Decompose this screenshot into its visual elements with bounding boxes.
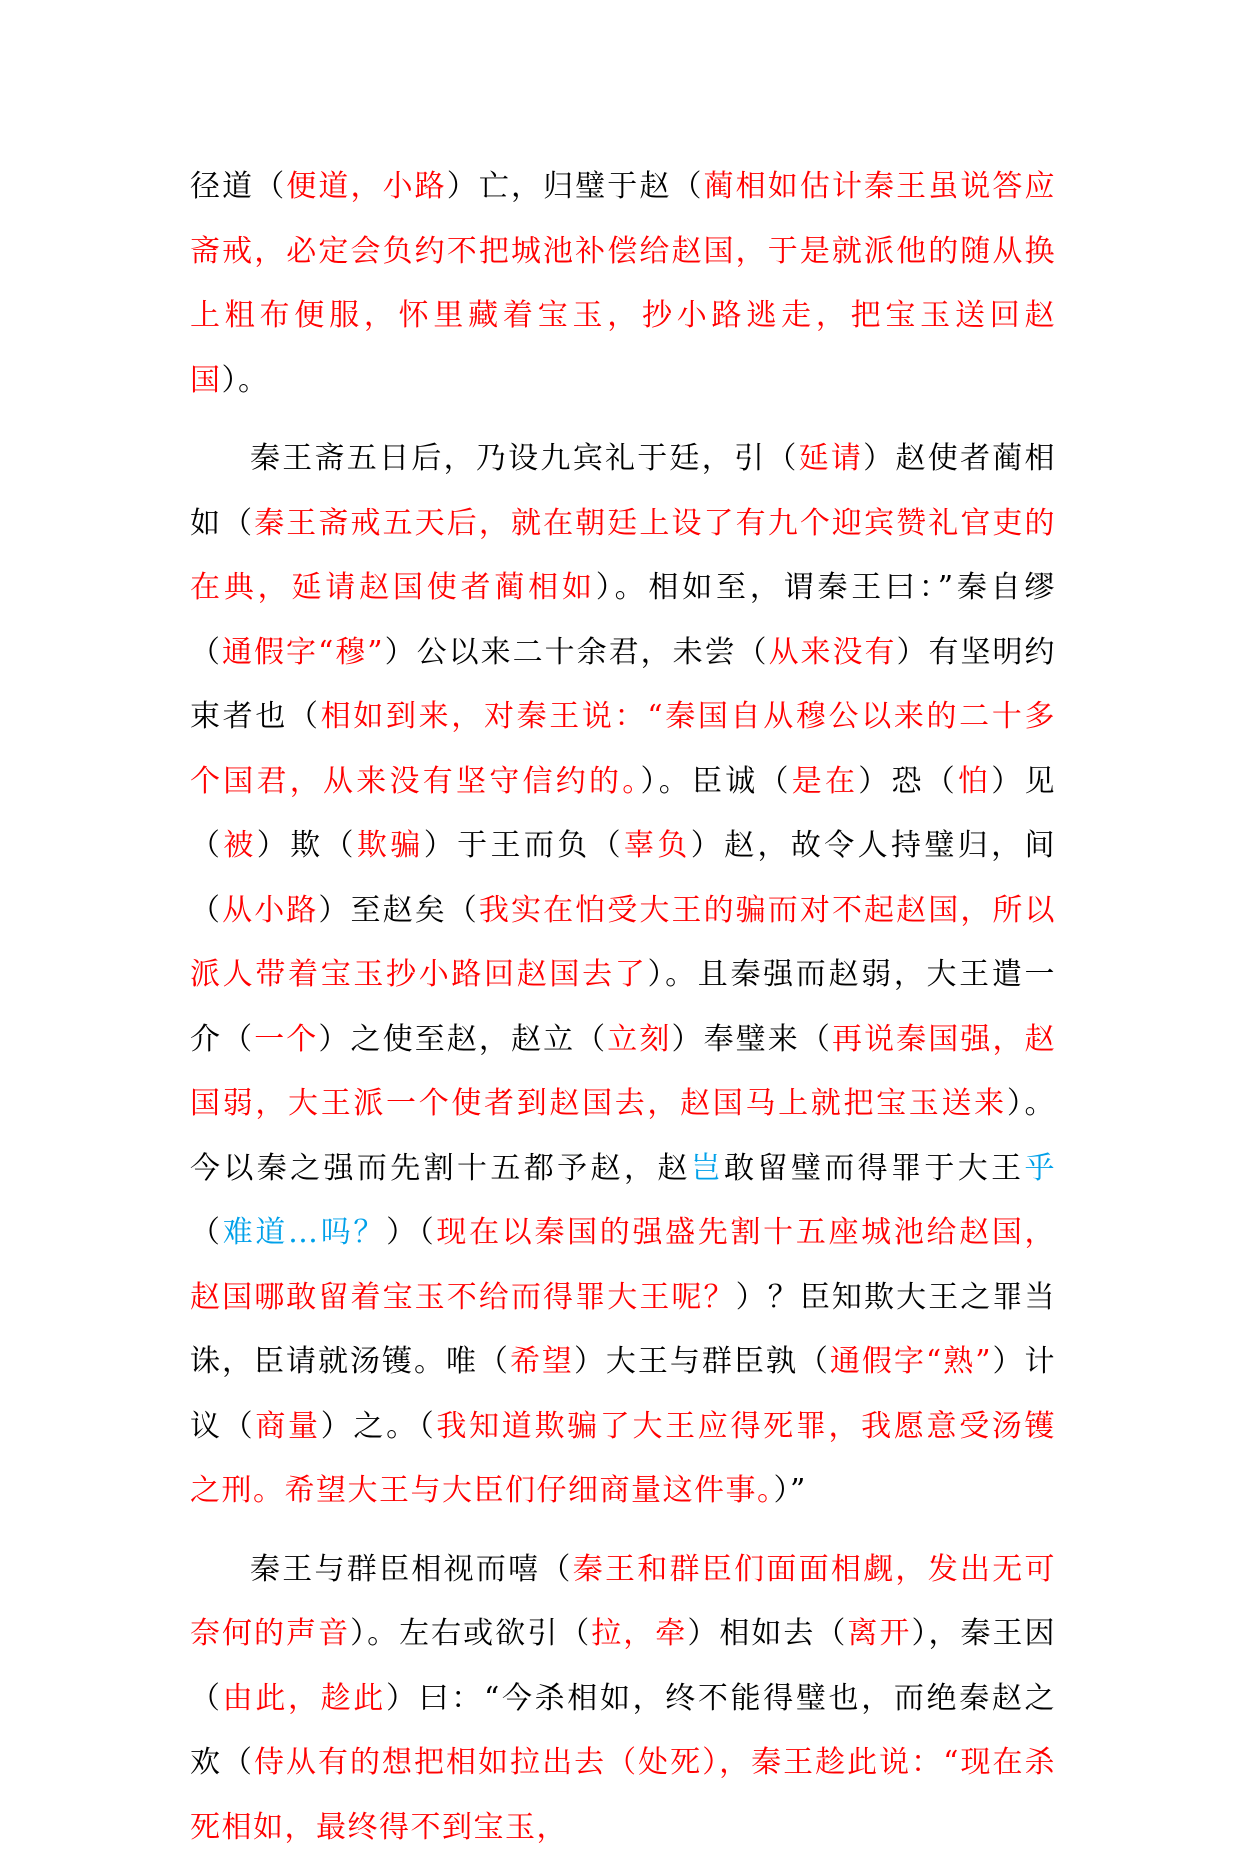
text-segment: ）之使至赵，赵立（ <box>318 1022 607 1057</box>
text-segment: ）公以来二十余君，未尝（ <box>384 635 768 670</box>
text-segment: ）见（ <box>190 764 1056 864</box>
text-segment: ）恐（ <box>858 764 958 799</box>
annotation-text: 便道，小路 <box>286 169 446 204</box>
annotation-text: 现在以秦国的强盛先割十五座城池给赵国，赵国哪敢留着宝玉不给而得罪大王呢？ <box>190 1215 1056 1315</box>
highlight-text: 岂 <box>691 1151 724 1186</box>
annotation-text: 相如到来，对秦王说：“秦国自从穆公以来的二十多个国君，从来没有坚守信约的。 <box>190 699 1056 799</box>
annotation-text: 侍从有的想把相如拉出去（处死），秦王趁此说：“现在杀死相如，最终得不到宝玉， <box>190 1745 1056 1845</box>
text-segment: 秦王斋五日后，乃设九宾礼于廷，引（ <box>250 441 799 476</box>
annotation-text: 通假字“熟” <box>830 1344 992 1379</box>
text-segment: ）有坚明约束者也（ <box>190 635 1056 735</box>
text-segment: ）。臣诚（ <box>641 764 792 799</box>
paragraph-2 <box>190 427 1056 1524</box>
text-segment: ）。相如至，谓秦王曰：”秦自缪（ <box>190 570 1056 670</box>
text-segment: ）。 <box>222 363 270 398</box>
annotation-text: 再说秦国强，赵国弱，大王派一个使者到赵国去，赵国马上就把宝玉送来 <box>190 1022 1056 1122</box>
text-segment: ）于王而负（ <box>424 828 624 863</box>
text-segment: ）之。（ <box>321 1409 437 1444</box>
highlight-text: 乎 <box>1025 1151 1057 1186</box>
text-segment: ）计议（ <box>190 1344 1056 1444</box>
annotation-text: 从小路 <box>222 893 318 928</box>
text-segment: ）。今以秦之强而先割十五都予赵，赵 <box>190 1086 1056 1186</box>
highlight-text: 难道…吗？ <box>223 1215 386 1250</box>
annotation-text: 是在 <box>792 764 859 799</box>
text-segment: ）赵使者蔺相如（ <box>190 441 1056 541</box>
paragraph-3 <box>190 1538 1056 1860</box>
annotation-text: 立刻 <box>607 1022 671 1057</box>
annotation-text: 辜负 <box>624 828 691 863</box>
text-segment: ）大王与群臣孰（ <box>574 1344 830 1379</box>
annotation-text: 希望 <box>510 1344 574 1379</box>
annotation-text: 怕 <box>958 764 991 799</box>
text-segment: ），秦王因（ <box>190 1616 1056 1716</box>
annotation-text: 延请 <box>799 441 864 476</box>
annotation-text: 我知道欺骗了大王应得死罪，我愿意受汤镬之刑。希望大王与大臣们仔细商量这件事。 <box>190 1409 1056 1509</box>
text-segment: ）亡，归璧于赵（ <box>447 169 704 204</box>
annotation-text: 拉，牵 <box>591 1616 687 1651</box>
text-segment: 径道（ <box>190 169 286 204</box>
annotation-text: 秦王斋戒五天后，就在朝廷上设了有九个迎宾赞礼官吏的在典，延请赵国使者蔺相如 <box>190 506 1056 606</box>
annotation-text: 从来没有 <box>769 635 897 670</box>
annotation-text: 蔺相如估计秦王虽说答应斋戒，必定会负约不把城池补偿给赵国，于是就派他的随从换上粗布便服，怀里藏着宝玉，抄小路逃走，把宝玉送回赵国 <box>190 169 1056 398</box>
text-segment: ）赵，故令人持璧归，间（ <box>190 828 1056 928</box>
paragraph-1 <box>190 155 1056 413</box>
text-segment: ）。且秦强而赵弱，大王遣一介（ <box>190 957 1056 1057</box>
text-segment: ）至赵矣（ <box>318 893 478 928</box>
annotation-text: 通假字“穆” <box>222 635 384 670</box>
text-segment: 敢留璧而得罪于大王 <box>724 1151 1024 1186</box>
text-segment: ）曰：“今杀相如，终不能得璧也，而绝秦赵之欢（ <box>190 1681 1056 1781</box>
annotation-text: 由此，趁此 <box>223 1681 386 1716</box>
text-segment: ）（ <box>386 1215 436 1250</box>
annotation-text: 离开 <box>847 1616 911 1651</box>
annotation-text: 商量 <box>255 1409 320 1444</box>
text-segment: ）奉璧来（ <box>671 1022 831 1057</box>
annotation-text: 被 <box>223 828 256 863</box>
text-segment: ）。左右或欲引（ <box>350 1616 591 1651</box>
text-segment: ）欺（ <box>257 828 357 863</box>
annotation-text: 我实在怕受大王的骗而对不起赵国，所以派人带着宝玉抄小路回赵国去了 <box>190 893 1056 993</box>
annotation-text: 欺骗 <box>357 828 424 863</box>
text-segment: ）” <box>774 1473 807 1508</box>
document-body <box>190 155 1056 1860</box>
text-segment: （ <box>190 1215 223 1250</box>
text-segment: 秦王与群臣相视而嘻（ <box>250 1552 573 1587</box>
annotation-text: 秦王和群臣们面面相觑，发出无可奈何的声音 <box>190 1552 1056 1652</box>
annotation-text: 一个 <box>254 1022 318 1057</box>
text-segment: ）？臣知欺大王之罪当诛，臣请就汤镬。唯（ <box>190 1280 1056 1380</box>
text-segment: ）相如去（ <box>687 1616 847 1651</box>
